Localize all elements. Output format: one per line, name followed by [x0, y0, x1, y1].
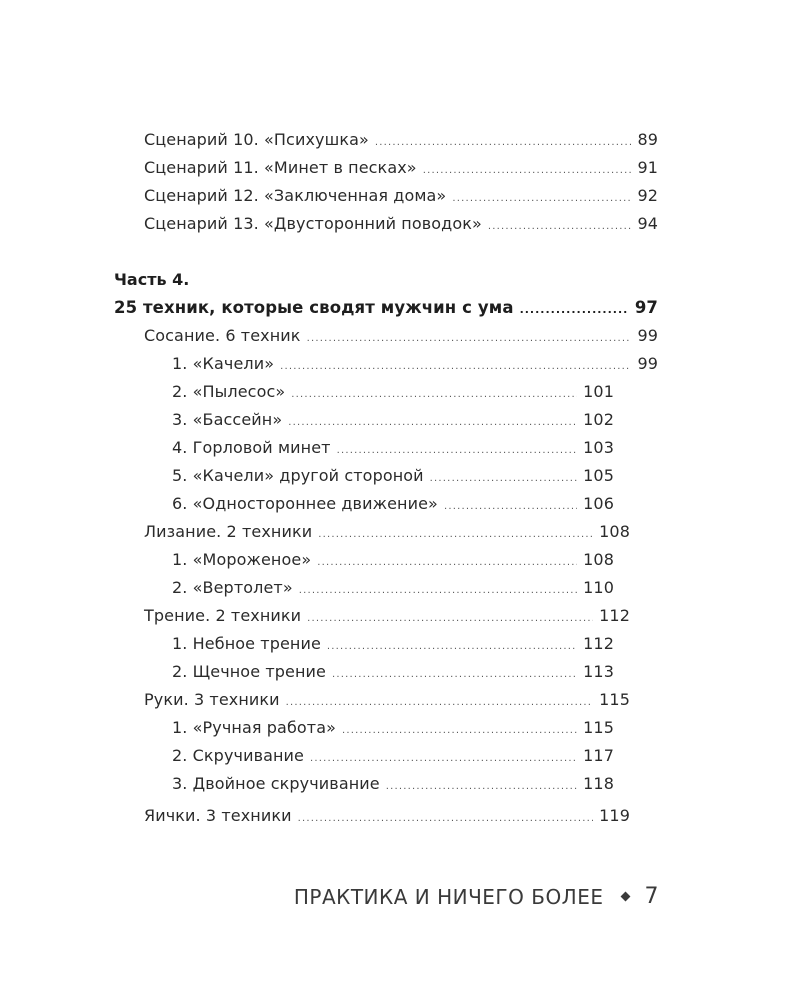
dot-leader: [327, 635, 577, 659]
toc-entry: [172, 772, 614, 796]
dot-leader: [342, 719, 577, 743]
toc-entry-scenario-11: [144, 156, 658, 180]
toc-entry-page: 112: [583, 634, 614, 653]
toc-entry-page: 106: [583, 494, 614, 513]
toc-entry-page: 105: [583, 466, 614, 485]
toc-part-title-label: 25 техник, которые сводят мужчин с ума: [114, 298, 514, 317]
dot-leader: [318, 523, 593, 547]
toc-entry-label: 3. Двойное скручивание: [172, 774, 380, 793]
toc-entry-label: 5. «Качели» другой стороной: [172, 466, 424, 485]
toc-section-ruki: [144, 688, 630, 712]
toc-entry-label: 4. Горловой минет: [172, 438, 331, 457]
toc-entry-page: 108: [583, 550, 614, 569]
toc-entry-label: 1. Небное трение: [172, 634, 321, 653]
toc-entry-page: 94: [637, 214, 658, 233]
toc-entry-label: Сценарий 11. «Минет в песках»: [144, 158, 417, 177]
toc-entry-scenario-12: [144, 184, 658, 208]
toc-entry: [172, 436, 614, 460]
toc-entry-page: 89: [637, 130, 658, 149]
toc-entry-scenario-13: [144, 212, 658, 236]
dot-leader: [337, 439, 578, 463]
toc-entry-scenario-10: [144, 128, 658, 152]
toc-entry-page: 91: [637, 158, 658, 177]
toc-entry-label: 1. «Мороженое»: [172, 550, 312, 569]
toc-entry: [172, 352, 658, 376]
toc-entry-label: 2. Щечное трение: [172, 662, 326, 681]
dot-leader: [375, 131, 632, 155]
toc-entry-label: 6. «Одностороннее движение»: [172, 494, 438, 513]
dot-leader: [452, 187, 631, 211]
dot-leader: [317, 551, 577, 575]
toc-entry-label: 2. Скручивание: [172, 746, 305, 765]
toc-entry-label: 1. «Качели»: [172, 354, 275, 373]
toc-entry-page: 115: [583, 718, 614, 737]
page-number: 7: [644, 884, 659, 909]
toc-entry-page: 101: [583, 382, 614, 401]
dot-leader: [307, 327, 632, 351]
toc-entry-label: 2. «Пылесос»: [172, 382, 286, 401]
dot-leader: [307, 607, 593, 631]
dot-leader: [488, 215, 632, 239]
toc-entry-label: Руки. 3 техники: [144, 690, 280, 709]
diamond-separator-icon: [620, 892, 630, 902]
toc-entry-label: 1. «Ручная работа»: [172, 718, 337, 737]
dot-leader: [288, 411, 577, 435]
dot-leader: [444, 495, 577, 519]
toc-entry: [172, 632, 614, 656]
toc-entry-page: 99: [637, 326, 658, 345]
dot-leader: [386, 775, 577, 799]
toc-entry-label: Сценарий 13. «Двусторонний поводок»: [144, 214, 482, 233]
toc-entry-page: 103: [583, 438, 614, 457]
toc-entry-label: Сценарий 10. «Психушка»: [144, 130, 369, 149]
toc-part-title: [114, 296, 658, 320]
dot-leader: [286, 691, 593, 715]
toc-entry-page: 117: [583, 746, 614, 765]
toc-section-yaichki: [144, 804, 630, 828]
dot-leader: [280, 355, 631, 379]
toc-entry-label: Трение. 2 техники: [144, 606, 302, 625]
toc-part-title-page: 97: [634, 298, 658, 317]
dot-leader: [298, 807, 594, 831]
dot-leader: [310, 747, 577, 771]
toc-entry: [172, 380, 614, 404]
toc-entry: [172, 660, 614, 684]
toc-entry-page: 99: [637, 354, 658, 373]
toc-entry-label: Лизание. 2 техники: [144, 522, 313, 541]
dot-leader: [299, 579, 577, 603]
toc-entry-label: 3. «Бассейн»: [172, 410, 283, 429]
toc-section-sosanie: [144, 324, 658, 348]
toc-entry-page: 102: [583, 410, 614, 429]
toc-entry-page: 110: [583, 578, 614, 597]
toc-entry: [172, 716, 614, 740]
dot-leader: [291, 383, 577, 407]
page-footer: [294, 884, 659, 909]
toc-entry-page: 108: [599, 522, 630, 541]
toc-entry: [172, 744, 614, 768]
toc-entry: [172, 464, 614, 488]
toc-entry-page: 118: [583, 774, 614, 793]
toc-entry: [172, 408, 614, 432]
part-heading: Часть 4.: [114, 270, 190, 289]
toc-entry-page: 113: [583, 662, 614, 681]
dot-leader: [423, 159, 632, 183]
running-title: ПРАКТИКА И НИЧЕГО БОЛЕЕ: [293, 884, 604, 909]
toc-entry-page: 112: [599, 606, 630, 625]
toc-section-lizanie: [144, 520, 630, 544]
toc-entry: [172, 492, 614, 516]
dot-leader: [332, 663, 577, 687]
toc-entry-label: Яички. 3 техники: [144, 806, 292, 825]
dot-leader: [520, 298, 629, 322]
toc-entry-label: 2. «Вертолет»: [172, 578, 293, 597]
toc-entry: [172, 548, 614, 572]
toc-entry-page: 119: [599, 806, 630, 825]
toc-entry-label: Сценарий 12. «Заключенная дома»: [144, 186, 447, 205]
toc-entry: [172, 576, 614, 600]
toc-entry-label: Сосание. 6 техник: [144, 326, 301, 345]
toc-entry-page: 92: [637, 186, 658, 205]
dot-leader: [430, 467, 577, 491]
toc-entry-page: 115: [599, 690, 630, 709]
toc-section-trenie: [144, 604, 630, 628]
